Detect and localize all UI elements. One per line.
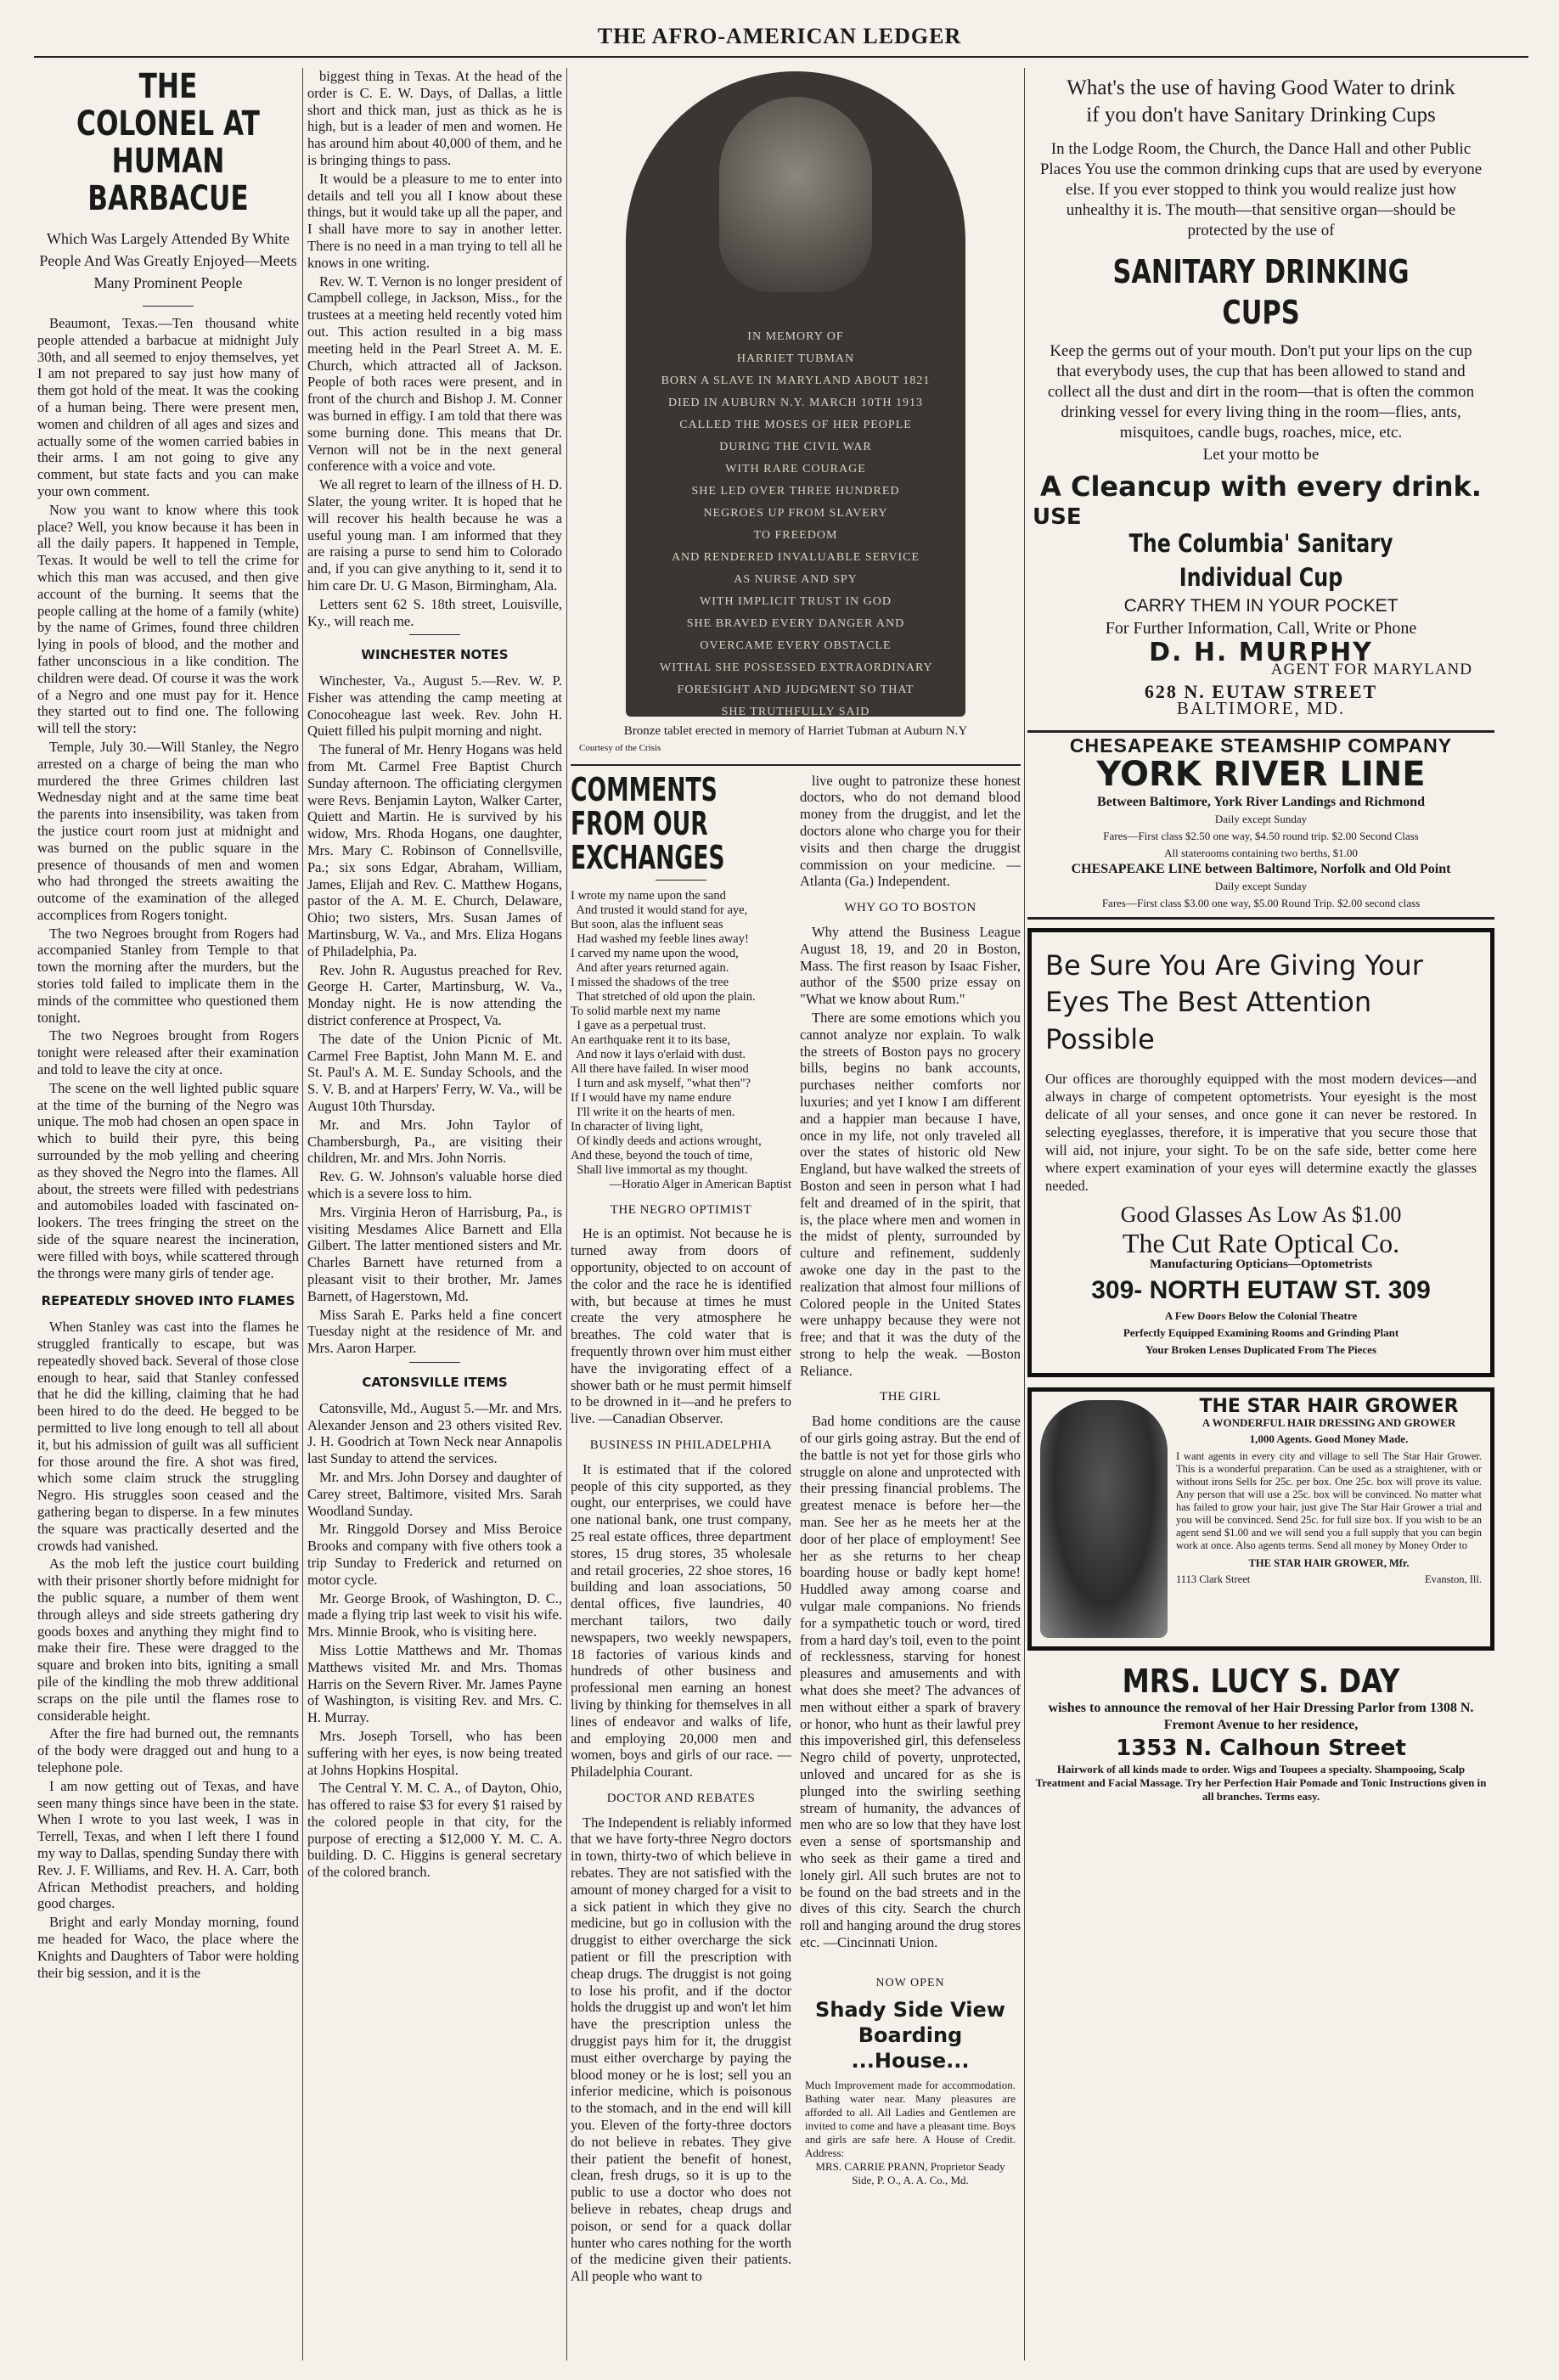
paragraph: I am now getting out of Texas, and have seen many things since have been in the state. When I wrote to you last week, I was in Terrell, Texas, and when I left there I found my way to Dallas, spending Sunday there with Rev. J. F. Williams, and Rev. H. A. Carr, both African Methodist preachers, and holding good charges. <box>37 1777 299 1912</box>
article-column-3 <box>571 68 1021 2360</box>
ad-title: Shady Side View Boarding ...House... <box>815 1997 1005 2073</box>
article-body <box>571 1225 791 1427</box>
paragraph: Bright and early Monday morning, found me headed for Waco, the place where the Knights and Daughters of Tabor were holding their big session, and it is the <box>37 1914 299 1981</box>
cups-use: USE <box>1033 504 1082 530</box>
text-line: WITH RARE COURAGE <box>725 463 866 475</box>
optical-headline-1: Be Sure You Are Giving Your <box>1045 948 1423 982</box>
section-heading: DOCTOR AND REBATES <box>606 1791 756 1805</box>
hair-dressing-ad <box>1027 1661 1494 1810</box>
paragraph: Bad home conditions are the cause of our girls going astray. But the end of the battle is not yet for those girls who struggle on alone and unprotected with their pressing financial problems. The greatest menace is before her—the man. See her as he meets her at the door of her place of employment! See her as she returns to her cheap boarding house or badly kept home! Huddled away among coarse and vulgar male companions. No friends for a sympathetic touch or word, tired from a hard day's toil, even to the point of recklessness, starving for honest pleasures and amusements and with what does she meet? The advances of men without either a spark of bravery or honor, who hunt as their lawful prey this impoverished girl, this defenseless Negro child of poverty, unprotected, unloved and uncared for as she is plunged into the swirling seething stream of humanity, the advances of men who are so low that they have lost even a sense of sportsmanship and who seek as their game a tired and lonely girl. All such brutes are not to be found on the bad streets and in the dives of this city. Search the church roll and hanging around the drug stores etc. —Cincinnati Union. <box>800 1413 1021 1950</box>
cups-title: SANITARY DRINKING CUPS <box>1112 253 1410 331</box>
paragraph: Why attend the Business League August 18, 19, and 20 in Boston, Mass. The first reason by Isaac Fisher, author of the $500 prize essay on "What we know about Rum." <box>800 923 1021 1008</box>
boarding-house-ad <box>800 1968 1021 2194</box>
divider <box>409 634 460 635</box>
paragraph: Mrs. Virginia Heron of Harrisburg, Pa., is visiting Mesdames Alice Barnett and Ella Gilbert. The latter mentioned sisters and Mr. Charles Barnett have returned from a pleasant visit to their brother, Mr. James Barnett, of Hagerstown, Md. <box>307 1203 562 1304</box>
paragraph: The two Negroes brought from Rogers had accompanied Stanley from Temple to that town the morning after the murders, but the stories told failed to implicate them in the minds of the committee who questioned them tonight. <box>37 925 299 1026</box>
cups-agent-title: AGENT FOR MARYLAND <box>1270 660 1472 678</box>
text-line: DURING THE CIVIL WAR <box>719 441 872 453</box>
paragraph: He is an optimist. Not because he is turned away from doors of opportunity, objected to on account of the color and the race he is identified with, but because at times he must create the very atmosphere he breathes. The cold water that is frequently thrown over him must either have the invigorating effect of a shower bath or he must permit himself to be drowned in it—and he prefers to live. —Canadian Observer. <box>571 1225 791 1427</box>
paragraph: Rev. W. T. Vernon is no longer president of Campbell college, in Jackson, Miss., for the trustees at a meeting held recently voted him out. This action resulted in a big mass meeting held in the Pearl Street A. M. E. Church, which attracted all of Jackson. People of both races were present, and in front of the church and Bishop J. M. Conner was burned in effigy. I am told that there was some burning done. This means that Dr. Vernon will not be in the next general conference with a voice and vote. <box>307 273 562 475</box>
cups-body-2: Keep the germs out of your mouth. Don't put your lips on the cup that everybody uses, the cup that has been allowed to stand and collect all the dust and dirt in the room—that is often the common drinking vessel for every living thing in the room—flies, ants, misquitoes, candle bugs, roaches, mice, etc. <box>1047 342 1475 442</box>
article-column-1 <box>37 68 299 2360</box>
paragraph: Rev. John R. Augustus preached for Rev. George H. Carter, Martinsburg, W. Va., Monday night. He is now attending the district conference at Prospect, Va. <box>307 961 562 1029</box>
hair-address: 1113 Clark Street <box>1176 1573 1251 1586</box>
optical-price: Good Glasses As Low As $1.00 <box>1120 1201 1402 1227</box>
column-rule <box>566 68 567 2360</box>
paragraph: Winchester, Va., August 5.—Rev. W. P. Fisher was attending the camp meeting at Conocoheague last week. Rev. John H. Quiett filled his pulpit morning and night. <box>307 672 562 740</box>
text-line: I'll write it on the hearts of men. <box>571 1105 735 1119</box>
paragraph: The funeral of Mr. Henry Hogans was held from Mt. Carmel Free Baptist Church Sunday afternoon. The officiating clergymen were Revs. Benjamin Layton, Walker Carter, Quiett and Martin. He is survived by his widow, Mrs. Rhoda Hogans, one daughter, Mrs. Mary C. Robinson of Connellsville, Pa.; six sons Edgar, Abraham, William, James, Elijah and Rev. C. Matthew Hogans, pastor of the A. M. E. Church, Delaware, Ohio; two sisters, Mrs. Susan James of Martinsburg, W. Va., and Mrs. Eliza Hogans of Philadelphia, Pa. <box>307 741 562 959</box>
day-address: 1353 N. Calhoun Street <box>1116 1736 1406 1762</box>
text-line: That stretched of old upon the plain. <box>571 989 756 1004</box>
text-line: FORESIGHT AND JUDGMENT SO THAT <box>677 684 915 696</box>
paragraph: As the mob left the justice court building with their prisoner shortly before midnight for the public square, a number of them went through alleys and side streets gathering dry goods boxes and anything they might find to make their fire. These were dragged to the square and broken into bits, igniting a small pile of the kindling the mob threw additional scraps on the pile until the flames rose to considerable height. <box>37 1556 299 1724</box>
section-heading: WHY GO TO BOSTON <box>844 901 976 915</box>
section-heading: BUSINESS IN PHILADELPHIA <box>589 1438 773 1452</box>
section-heading: CATONSVILLE ITEMS <box>362 1374 508 1390</box>
text-line: I wrote my name upon the sand <box>571 888 726 903</box>
comments-headline: COMMENTS FROM OUR EXCHANGES <box>571 770 725 876</box>
hair-sub: A WONDERFUL HAIR DRESSING AND GROWER <box>1202 1416 1456 1430</box>
comments-column-right <box>800 773 1021 2287</box>
text-line: I missed the shadows of the tree <box>571 975 729 989</box>
cups-motto-intro: Let your motto be <box>1202 446 1320 464</box>
woman-portrait-image <box>1040 1400 1168 1638</box>
ad-now-open: NOW OPEN <box>875 1976 945 1989</box>
day-name: MRS. LUCY S. DAY <box>1122 1663 1400 1701</box>
text-line: TO FREEDOM <box>753 529 838 542</box>
paragraph: Catonsville, Md., August 5.—Mr. and Mrs. Alexander Jenson and 23 others visited Rev. J. H. Goodrich at Town Neck near Annapolis last Sunday to attend the services. <box>307 1399 562 1467</box>
text-line: And after years returned again. <box>571 960 729 975</box>
tubman-tablet-photo <box>626 71 965 717</box>
text-line: WITHAL SHE POSSESSED EXTRAORDINARY <box>660 661 933 674</box>
comments-column <box>571 770 791 2287</box>
day-body: Hairwork of all kinds made to order. Wigs and Toupees a specialty. Shampooing, Scalp Treatment and Facial Massage. Try her Perfection Hair Pomade and Tonic Instructions given in all branches. Terms easy. <box>1035 1763 1487 1803</box>
paragraph: When Stanley was cast into the flames he struggled frantically to escape, but was repeatedly shoved back. Several of those close enough to hear, said that Stanley confessed that he did the killing, claiming that he had been hired to do the deed. He begged to be permitted to live long enough to tell all about it, but his admission of guilt was all sufficient for those around the fire. A shot was fired, which some claim struck the struggling Negro. His struggles soon ceased and the gathering began to disperse. In a few minutes the square was practically deserted and the crowds had vanished. <box>37 1319 299 1554</box>
optical-equipped: Perfectly Equipped Examining Rooms and Grinding Plant <box>1123 1325 1399 1339</box>
article-subhead: REPEATEDLY SHOVED INTO FLAMES <box>41 1293 295 1309</box>
article-body <box>37 315 299 1281</box>
optical-sub: Manufacturing Opticians—Optometrists <box>1149 1258 1373 1272</box>
cups-body: In the Lodge Room, the Church, the Dance Hall and other Public Places You use the common drinking cups that are used by everyone else. If you ever stopped to think you would realize just how unhealthy it is. The mouth—that sensitive organ—should be protected by the use of <box>1039 140 1483 239</box>
text-line: An earthquake rent it to its base, <box>571 1032 731 1047</box>
article-body <box>571 1461 791 1781</box>
paragraph: Now you want to know where this took place? Well, you know because it has been in all the daily papers. It happened in Temple, Texas. It would be well to tell the crime for which this man was accused, and then give account of the burning. It seems that the people calling at the home of a family (white) by the name of Grimes, found three children lying in pools of blood, and the mother and father unconscious in a like condition. The children were dead. Of course it was the work of a Negro and one must pay for it. Hence they started out to find one. The following will tell the story: <box>37 501 299 737</box>
cups-info: For Further Information, Call, Write or Phone <box>1105 619 1417 639</box>
hair-title: THE STAR HAIR GROWER <box>1199 1396 1459 1418</box>
text-line: SHE BRAVED EVERY DANGER AND <box>686 617 905 630</box>
article-body <box>800 924 1021 1380</box>
optical-doors: A Few Doors Below the Colonial Theatre <box>1164 1308 1358 1322</box>
paragraph: It is estimated that if the colored people of this city supported, as they ought, our enterprises, we could have one national bank, one trust company, 25 real estate offices, three department stores, 15 drug stores, 35 wholesale and retail groceries, 22 shoe stores, 16 building and loan associations, 50 dental offices, five laundries, 40 merchant tailors, two daily newspapers, two weekly newspapers, 18 factories of various kinds and hundreds of other business and professional men earning an honest living by thinking for themselves in all lines of endeavor and walks of life, and employing 20,000 men and women, boys and girls of our race. —Philadelphia Courant. <box>571 1460 791 1781</box>
photo-caption: Bronze tablet erected in memory of Harriet Tubman at Auburn N.Y <box>623 724 968 738</box>
text-line: Of kindly deeds and actions wrought, <box>571 1134 762 1148</box>
steamship-line-2: CHESAPEAKE LINE between Baltimore, Norfolk and Old Point <box>1071 862 1451 877</box>
steamship-fares: Fares—First class $2.50 one way, $4.50 round trip. $2.00 Second Class <box>1103 829 1419 842</box>
article-body <box>37 1319 299 1981</box>
text-line: And these, beyond the touch of time, <box>571 1148 753 1162</box>
column-rule <box>1024 68 1025 2360</box>
paragraph: Temple, July 30.—Will Stanley, the Negro arrested on a charge of being the man who murdered the three Grimes children last Wednesday night and at the same time beat the parents into insensibility, was taken from the justice court room just at midnight and was burned on the public square in the presence of thousands of men and women who had thronged the streets awaiting the outcome of the examination of the alleged accomplices from Rogers tonight. <box>37 738 299 923</box>
text-line: DIED IN AUBURN N.Y. MARCH 10TH 1913 <box>668 397 923 409</box>
steamship-ad <box>1027 730 1494 919</box>
paragraph: Mr. and Mrs. John Dorsey and daughter of Carey street, Baltimore, visited Mrs. Sarah Woodland Sunday. <box>307 1468 562 1519</box>
divider <box>409 1362 460 1363</box>
text-line: WITH IMPLICIT TRUST IN GOD <box>700 595 892 608</box>
day-wishes: wishes to announce the removal of her Hair Dressing Parlor from 1308 N. Fremont Avenue to her residence, <box>1048 1701 1474 1733</box>
paragraph: The date of the Union Picnic of Mt. Carmel Free Baptist, John Mann M. E. and St. Paul's A. M. E. Sunday Schools, and the S. V. B. and at Harpers' Ferry, W. Va., will be August 10th Thursday. <box>307 1030 562 1115</box>
section-heading: THE NEGRO OPTIMIST <box>610 1202 752 1217</box>
text-line: SHE LED OVER THREE HUNDRED <box>691 485 900 498</box>
paragraph: Miss Lottie Matthews and Mr. Thomas Matthews visited Mr. and Mrs. Thomas Harris on the Severn River. Mr. James Payne of Washington, is visiting Rev. and Mrs. C. H. Murray. <box>307 1641 562 1726</box>
text-line: In character of living light, <box>571 1119 703 1134</box>
poem-attribution: —Horatio Alger in American Baptist <box>609 1177 791 1191</box>
text-line: I gave as a perpetual trust. <box>571 1018 706 1032</box>
optical-address: 309- NORTH EUTAW ST. 309 <box>1091 1276 1431 1305</box>
paragraph: The scene on the well lighted public square at the time of the burning of the Negro was unique. The mob had chosen an open space in which to build their pyre, this being surrounded by the mob yelling and cheering as they shoved the Negro into the flames. All about, the streets were filled with pedestrians and automobiles loaded with fascinated on-lookers. The trees fringing the street on the side of the square nearest the incineration, were filled with boys, while scattered through the throngs were many girls of tender age. <box>37 1079 299 1281</box>
sanitary-cups-ad <box>1027 68 1494 723</box>
text-line: And now it lays o'erlaid with dust. <box>571 1047 746 1061</box>
masthead-rule <box>34 56 1528 58</box>
text-line: HARRIET TUBMAN <box>736 352 855 365</box>
optical-ad <box>1027 928 1494 1378</box>
hair-grower-ad <box>1027 1387 1494 1651</box>
paragraph: It would be a pleasure to me to enter into details and tell you all I know about these things, but it would take up all the paper, and I shall have more to say in another letter. There is no need in a man trying to tell all he knows in one writing. <box>307 170 562 271</box>
cups-agent-name: D. H. MURPHY <box>1149 638 1373 668</box>
steamship-daily: Daily except Sunday <box>1214 812 1308 825</box>
paragraph: There are some emotions which you cannot analyze nor explain. To walk the streets of Boston pays no grocery bills, begins no bank accounts, purchases neither comforts nor luxuries; and yet I know I am different and a happier man because I have, once in my life, not only traveled all over the states of historic old New England, but have walked the streets of Boston and seen in person what I had felt and dreamed of in the spirit, that is, the place where men and women in the midst of plenty, surrounded by culture and refinement, suddenly awoke one day in the past to the realization that almost four millions of Colored people in the United States were unhappy because they were not free; and that it was the duty of the strong to help the weak. —Boston Reliance. <box>800 1009 1021 1379</box>
text-line: CALLED THE MOSES OF HER PEOPLE <box>679 419 912 431</box>
poem <box>571 889 791 1192</box>
article-headline: THE COLONEL AT HUMAN BARBACUE <box>76 68 260 218</box>
text-line: SHE TRUTHFULLY SAID <box>721 706 870 717</box>
ad-address: MRS. CARRIE PRANN, Proprietor Seady Side, P. O., A. A. Co., Md. <box>815 2159 1005 2186</box>
paragraph: After the fire had burned out, the remnants of the body were dragged out and hung to a telephone pole. <box>37 1725 299 1775</box>
text-line: I carved my name upon the wood, <box>571 946 739 960</box>
paragraph: Letters sent 62 S. 18th street, Louisville, Ky., will reach me. <box>307 595 562 629</box>
paragraph: Miss Sarah E. Parks held a fine concert Tuesday night at the residence of Mr. and Mrs. Aaron Harper. <box>307 1306 562 1357</box>
cups-carry: CARRY THEM IN YOUR POCKET <box>1123 595 1399 616</box>
hair-agents: 1,000 Agents. Good Money Made. <box>1249 1432 1409 1446</box>
advertisement-column <box>1027 68 1494 2360</box>
optical-body: Our offices are thoroughly equipped with the most modern devices—and always in charge of competent optometrists. Your eyesight is the most delicate of all your senses, and once gone it can never be restored. In selecting eyeglasses, therefore, it is imperative that you secure those that will aid, not injure, your sight. To be on the safe side, better come here where expert examination of your eyes will determine exactly the glasses needed. <box>1045 1070 1477 1194</box>
text-line: Shall live immortal as my thought. <box>571 1162 748 1177</box>
paragraph: We all regret to learn of the illness of H. D. Slater, the young writer. It is hoped that he will recover his health because he was a useful young man. I am informed that they are raising a purse to send him to Colorado and, if you can give anything to it, send it to him care Dr. U. G Mason, Birmingham, Ala. <box>307 476 562 594</box>
text-line: To solid marble next my name <box>571 1004 721 1018</box>
paragraph: The Central Y. M. C. A., of Dayton, Ohio, has offered to raise $3 for every $1 raised by the colored people in that city, for the purpose of erecting a $12,000 Y. M. C. A. building. D. C. Higgins is general secretary of the colored branch. <box>307 1780 562 1881</box>
text-line: OVERCAME EVERY OBSTACLE <box>700 639 892 652</box>
steamship-fares-2: Fares—First class $3.00 one way, $5.00 Round Trip. $2.00 second class <box>1101 896 1421 909</box>
section-heading: WINCHESTER NOTES <box>361 647 509 663</box>
text-line: AND RENDERED INVALUABLE SERVICE <box>671 551 920 564</box>
divider <box>656 880 706 881</box>
steamship-company: CHESAPEAKE STEAMSHIP COMPANY <box>1069 734 1453 757</box>
photo-credit: Courtesy of the Crisis <box>579 742 661 753</box>
paragraph: Rev. G. W. Johnson's valuable horse died which is a severe loss to him. <box>307 1168 562 1201</box>
paragraph: live ought to patronize these honest doctors, who do not demand blood money from the druggist, and let the doctors alone who charge you for their visits and then charge the druggist commission on your medicine. —Atlanta (Ga.) Independent. <box>800 772 1021 890</box>
section-heading: THE GIRL <box>880 1390 941 1404</box>
paragraph: The Independent is reliably informed that we have forty-three Negro doctors in town, thirty-two of which believe in rebates. They are not satisfied with the amount of money charged for a visit to a sick patient in which they give no medicine, but go in collusion with the druggist to either overcharge the sick patient or fill the prescription with cheap drugs. The druggist is not going to lose his profit, and if the doctor holds the druggist up and won't let him have the prescription unless the druggist pays him for it, the druggist must either overcharge by paying the blood money or he is lost; sell you an inferior medicine, which is poisonous to the stomach, and in the end will kill you. Eleven of the forty-three doctors do not believe in rebates. They give their patient the benefit of honest, clean, fresh drugs, so it is up to the public to use a doctor who does not believe in rebates, cheap drugs and poison, or send for a quack dollar hunter who cares nothing for the worth of the medicine given their patients. All people who want to <box>571 1814 791 2285</box>
optical-company: The Cut Rate Optical Co. <box>1122 1227 1400 1258</box>
text-line: All there have failed. In wiser mood <box>571 1061 749 1076</box>
article-body <box>307 672 562 1357</box>
steamship-line: YORK RIVER LINE <box>1096 755 1426 795</box>
article-body <box>571 1815 791 2285</box>
hair-firm: THE STAR HAIR GROWER, Mfr. <box>1248 1557 1410 1570</box>
paragraph: Mrs. Joseph Torsell, who has been suffering with her eyes, is now being treated at Johns Hopkins Hospital. <box>307 1727 562 1778</box>
text-line: BORN A SLAVE IN MARYLAND ABOUT 1821 <box>661 374 931 387</box>
paragraph: The two Negroes brought from Rogers tonight were released after their examination and told to leave the city at once. <box>37 1027 299 1078</box>
tablet-inscription <box>660 326 931 717</box>
hair-body: I want agents in every city and village to sell The Star Hair Grower. This is a wonderful preparation. Can be used as a straightener, with or without irons Sells for 25c. per box. One 25c. box will prove its value. Any person that will use a 25c. box will be convinced. No matter what has failed to grow your hair, just give The Star Hair Grower a trial and you will be convinced. Send 25c. for full size box. If you wish to be an agent send $1.00 and we will send you a full supply that you can begin work at once. Also agents terms. Send all money by Money Order to <box>1176 1450 1482 1552</box>
article-column-2 <box>307 68 562 2360</box>
steamship-staterooms: All staterooms containing two berths, $1.00 <box>1164 846 1358 859</box>
paragraph: biggest thing in Texas. At the head of the order is C. E. W. Days, of Dallas, a little short and thick man, just as thick as he is high, but is a leader of men and women. He has around him about 40,000 of them, and he is bringing things to pass. <box>307 68 562 168</box>
divider <box>571 764 1021 766</box>
paragraph: Beaumont, Texas.—Ten thousand white people attended a barbacue at midnight July 30th, and all seemed to enjoy themselves, yet I am not prepared to say just how many of them got hold of the meat. It was the cooking of a human being. There were present men, women and children of all ages and sizes and actually some of the women carried babies in their arms. I am not going to give any comment, but state facts and you can make your own comment. <box>37 315 299 499</box>
text-line: NEGROES UP FROM SLAVERY <box>703 507 888 520</box>
article-deck: Which Was Largely Attended By White People And Was Greatly Enjoyed—Meets Many Prominent People <box>39 230 297 291</box>
column-rule <box>302 68 303 2360</box>
steamship-route: Between Baltimore, York River Landings and Richmond <box>1097 795 1425 810</box>
cups-city: BALTIMORE, MD. <box>1176 697 1346 718</box>
text-line: If I would have my name endure <box>571 1090 732 1105</box>
cups-brand: The Columbia' Sanitary Individual Cup <box>1128 528 1393 592</box>
article-body <box>800 773 1021 891</box>
cups-street: 628 N. EUTAW STREET <box>1144 680 1378 702</box>
text-line: Had washed my feeble lines away! <box>571 931 749 946</box>
text-line: IN MEMORY OF <box>747 330 844 343</box>
text-line: AS NURSE AND SPY <box>734 573 858 586</box>
text-line: And trusted it would stand for aye, <box>571 903 748 917</box>
poem-lines <box>571 889 791 1178</box>
divider <box>143 306 194 307</box>
text-line: But soon, alas the influent seas <box>571 917 723 931</box>
portrait-relief <box>719 97 872 292</box>
optical-headline-2: Eyes The Best Attention Possible <box>1045 985 1372 1055</box>
hair-city: Evanston, Ill. <box>1424 1573 1482 1586</box>
paragraph: Mr. Ringgold Dorsey and Miss Beroice Brooks and company with five others took a trip Sunday to Frederick and returned on motor cycle. <box>307 1521 562 1588</box>
masthead: THE AFRO-AMERICAN LEDGER <box>597 24 962 48</box>
paragraph: Mr. and Mrs. John Taylor of Chambersburgh, Pa., are visiting their children, Mr. and Mrs. John Norris. <box>307 1116 562 1167</box>
cups-intro: What's the use of having Good Water to drink if you don't have Sanitary Drinking Cups <box>1067 76 1455 127</box>
article-body <box>307 68 562 629</box>
cups-motto: A Cleancup with every drink. <box>1040 470 1482 503</box>
ad-body: Much Improvement made for accommodation. Bathing water near. Many pleasures are afforded to all. All Ladies and Gentlemen are invited to come and have a pleasant time. Boys and girls are safe here. A House of Credit. Address: <box>805 2078 1016 2159</box>
optical-duplicate: Your Broken Lenses Duplicated From The Pieces <box>1145 1342 1377 1356</box>
article-body <box>800 1413 1021 1951</box>
text-line: I turn and ask myself, "what then"? <box>571 1076 751 1090</box>
paragraph: Mr. George Brook, of Washington, D. C., made a flying trip last week to visit his wife. Mrs. Minnie Brook, who is visiting here. <box>307 1589 562 1640</box>
article-body <box>307 1400 562 1881</box>
steamship-daily-2: Daily except Sunday <box>1214 880 1308 893</box>
